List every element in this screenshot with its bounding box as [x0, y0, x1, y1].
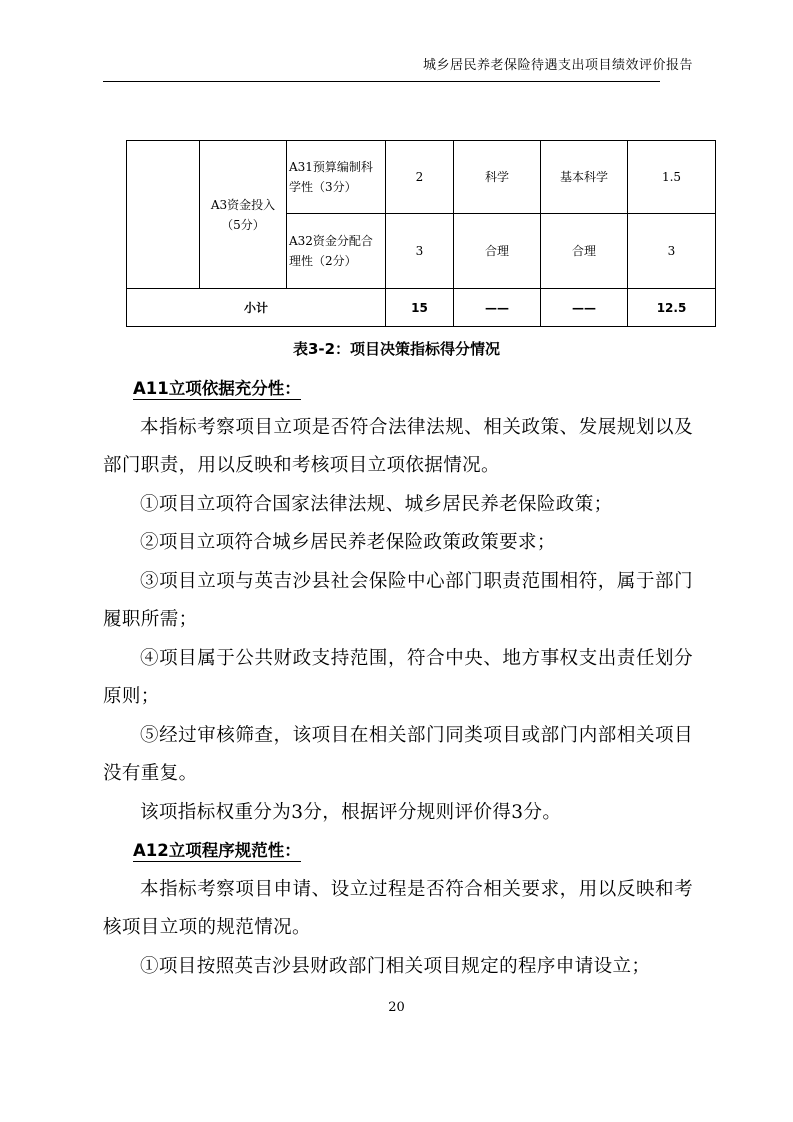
- table-caption: 表3-2：项目决策指标得分情况: [292, 340, 501, 358]
- subtotal-standard: ——: [454, 289, 541, 327]
- indicator-l2-cell: A3资金投入（5分）: [200, 141, 287, 289]
- indicator-l3-cell: A32资金分配合理性（2分）: [287, 214, 386, 289]
- paragraph: ①项目立项符合国家法律法规、城乡居民养老保险政策；: [140, 493, 613, 515]
- header-rule: [103, 81, 660, 82]
- subtotal-label: 小计: [127, 289, 386, 327]
- paragraph: ④项目属于公共财政支持范围，符合中央、地方事权支出责任划分原则；: [103, 647, 693, 707]
- page-number: 20: [388, 1000, 405, 1015]
- weight-cell: 3: [386, 214, 454, 289]
- paragraph: ⑤经过审核筛查，该项目在相关部门同类项目或部门内部相关项目没有重复。: [103, 724, 693, 784]
- indicator-l1-cell: [127, 141, 200, 289]
- score-cell: 1.5: [628, 141, 716, 214]
- subtotal-score: 12.5: [628, 289, 716, 327]
- running-header: 城乡居民养老保险待遇支出项目绩效评价报告: [422, 58, 693, 73]
- paragraph: ③项目立项与英吉沙县社会保险中心部门职责范围相符，属于部门履职所需；: [103, 570, 693, 630]
- subtotal-actual: ——: [541, 289, 628, 327]
- subtotal-row: [127, 289, 716, 327]
- section-heading: A12立项程序规范性：: [133, 841, 301, 860]
- standard-cell: 科学: [454, 141, 541, 214]
- section-heading: A11立项依据充分性：: [133, 379, 301, 398]
- weight-cell: 2: [386, 141, 454, 214]
- score-cell: 3: [628, 214, 716, 289]
- paragraph: 本指标考察项目立项是否符合法律法规、相关政策、发展规划以及部门职责，用以反映和考核项目立项依据情况。: [103, 416, 693, 476]
- paragraph: 本指标考察项目申请、设立过程是否符合相关要求，用以反映和考核项目立项的规范情况。: [103, 878, 693, 938]
- indicator-l3-cell: A31预算编制科学性（3分）: [287, 141, 386, 214]
- paragraph: ①项目按照英吉沙县财政部门相关项目规定的程序申请设立；: [140, 955, 651, 977]
- actual-cell: 合理: [541, 214, 628, 289]
- score-table: [126, 140, 716, 327]
- paragraph: ②项目立项符合城乡居民养老保险政策政策要求；: [140, 532, 556, 553]
- subtotal-weight: 15: [386, 289, 454, 327]
- actual-cell: 基本科学: [541, 141, 628, 214]
- body-text: [103, 370, 693, 986]
- standard-cell: 合理: [454, 214, 541, 289]
- table-row: [127, 141, 716, 214]
- paragraph: 该项指标权重分为3分，根据评分规则评价得3分。: [140, 801, 562, 823]
